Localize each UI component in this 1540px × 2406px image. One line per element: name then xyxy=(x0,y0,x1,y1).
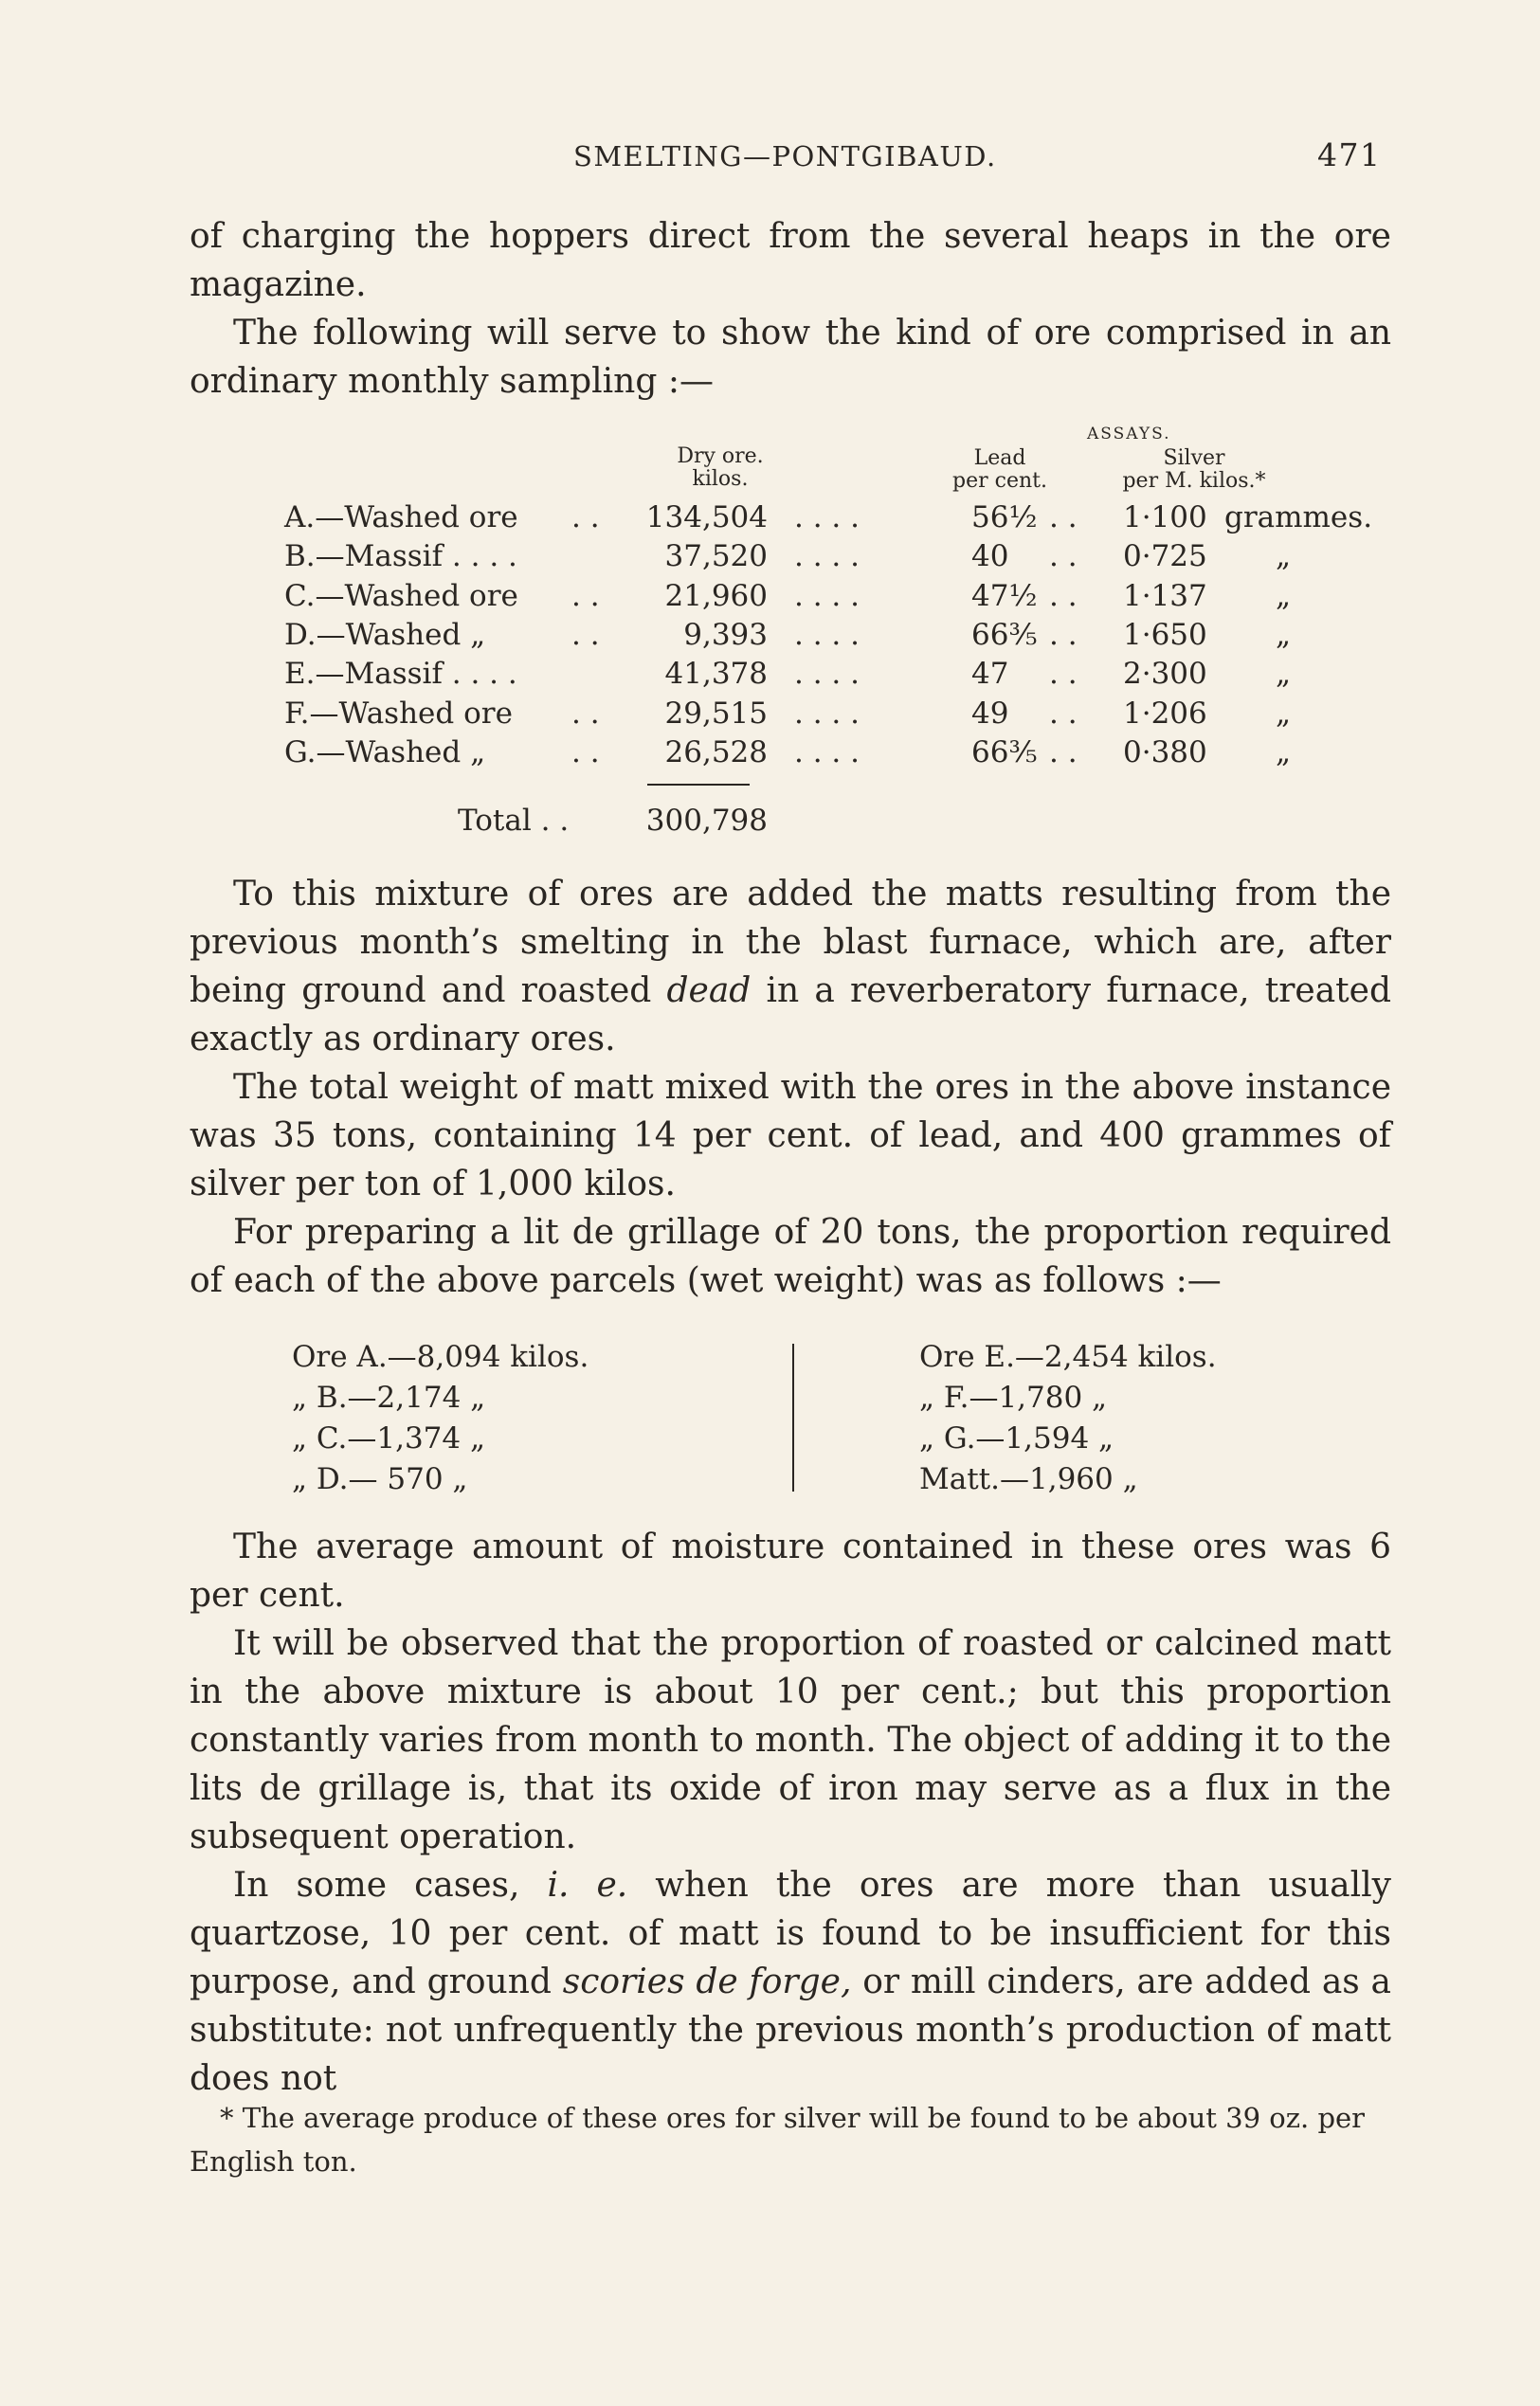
paragraph-intro-table: The following will serve to show the kind of ore comprised in an ordinary monthly sampling :— xyxy=(190,314,1391,401)
parcel-item: „ D.— 570 „ xyxy=(292,1462,468,1496)
page-number: 471 xyxy=(1317,136,1382,173)
row-leader: . . xyxy=(1049,500,1078,534)
parcel-item: „ G.—1,594 „ xyxy=(919,1421,1114,1456)
row-kilos: 26,528 xyxy=(664,735,768,769)
row-kilos: 41,378 xyxy=(664,657,768,691)
body-text-2 xyxy=(190,1523,1391,2103)
row-leader: . . xyxy=(1049,657,1078,691)
row-kilos: 9,393 xyxy=(683,618,768,652)
row-label: D.—Washed „ xyxy=(284,618,486,652)
paragraph-matts: To this mixture of ores are added the matts resulting from the previous month’s smelting in the blast furnace, which are, after being ground and roasted dead in a reverberatory furnace, treated exactly as ordinary ores. xyxy=(190,875,1391,1058)
row-silver: 1·650 xyxy=(1123,618,1207,652)
footnote: * The average produce of these ores for silver will be found to be about 39 oz. per English ton. xyxy=(190,2102,1366,2178)
row-leader: . . . . xyxy=(794,539,860,573)
parcel-divider xyxy=(792,1344,794,1492)
row-leader: . . xyxy=(1049,735,1078,769)
row-silver: 1·100 xyxy=(1123,500,1207,534)
total-rule xyxy=(647,784,750,786)
row-lead: 40 xyxy=(971,539,1009,573)
row-silver: 1·206 xyxy=(1123,696,1207,731)
paragraph-continued: of charging the hoppers direct from the several heaps in the ore magazine. xyxy=(190,217,1391,304)
col-header-silver: Silver per M. kilos.* xyxy=(1122,446,1266,493)
paragraph-calcined-matt: It will be observed that the proportion of roasted or calcined matt in the above mixture is about 10 per cent.; but this proportion constantly varies from month to month. The object of adding it to the lits de grillage is, that its oxide of iron may serve as a flux in the subsequent operation. xyxy=(190,1624,1391,1856)
row-unit: „ xyxy=(1276,618,1292,652)
row-unit: „ xyxy=(1276,579,1292,613)
row-unit: „ xyxy=(1276,735,1292,769)
row-lead: 47 xyxy=(971,657,1009,691)
row-leader: . . . . xyxy=(794,500,860,534)
row-lead: 66⅗ xyxy=(971,735,1038,769)
row-leader: . . . . xyxy=(794,618,860,652)
row-unit: „ xyxy=(1276,657,1292,691)
running-header: SMELTING—PONTGIBAUD. xyxy=(573,140,997,172)
row-label: C.—Washed ore xyxy=(284,579,518,613)
row-label: A.—Washed ore xyxy=(284,500,518,534)
row-lead: 47½ xyxy=(971,579,1038,613)
row-kilos: 29,515 xyxy=(664,696,768,731)
row-unit: „ xyxy=(1276,696,1292,731)
parcel-item: „ C.—1,374 „ xyxy=(292,1421,486,1456)
row-leader: . . xyxy=(1049,618,1078,652)
total-label: Total . . xyxy=(458,804,570,838)
row-label: F.—Washed ore xyxy=(284,696,513,731)
row-leader: . . . . xyxy=(794,579,860,613)
row-lead: 66⅗ xyxy=(971,618,1038,652)
assays-heading: ASSAYS. xyxy=(1087,425,1171,443)
row-kilos: 21,960 xyxy=(664,579,768,613)
total-value: 300,798 xyxy=(645,804,768,838)
row-kilos: 37,520 xyxy=(664,539,768,573)
body-text-1 xyxy=(190,870,1391,1305)
row-silver: 1·137 xyxy=(1123,579,1207,613)
row-label: B.—Massif . . . . xyxy=(284,539,517,573)
row-leader: . . xyxy=(1049,579,1078,613)
col-header-dry-ore: Dry ore. kilos. xyxy=(677,444,764,491)
row-silver: 0·725 xyxy=(1123,539,1207,573)
paragraph-total-weight: The total weight of matt mixed with the ores in the above instance was 35 tons, containing 14 per cent. of lead, and 400 grammes of silver per ton of 1,000 kilos. xyxy=(190,1068,1391,1203)
row-kilos: 134,504 xyxy=(645,500,768,534)
row-label: G.—Washed „ xyxy=(284,735,486,769)
row-leader: . . xyxy=(571,500,600,534)
row-unit: grammes. xyxy=(1224,500,1373,534)
row-leader: . . xyxy=(1049,696,1078,731)
row-leader: . . xyxy=(571,735,600,769)
row-lead: 56½ xyxy=(971,500,1038,534)
row-leader: . . . . xyxy=(794,735,860,769)
parcel-item: Ore E.—2,454 kilos. xyxy=(919,1340,1217,1374)
row-leader: . . . . xyxy=(794,696,860,731)
parcel-item: „ B.—2,174 „ xyxy=(292,1381,486,1415)
row-label: E.—Massif . . . . xyxy=(284,657,517,691)
row-silver: 0·380 xyxy=(1123,735,1207,769)
parcel-item: Ore A.—8,094 kilos. xyxy=(292,1340,589,1374)
row-leader: . . xyxy=(571,618,600,652)
intro-text xyxy=(190,212,1391,406)
parcel-item: Matt.—1,960 „ xyxy=(919,1462,1138,1496)
row-lead: 49 xyxy=(971,696,1009,731)
row-silver: 2·300 xyxy=(1123,657,1207,691)
paragraph-moisture: The average amount of moisture contained in these ores was 6 per cent. xyxy=(190,1528,1391,1615)
paragraph-proportion: For preparing a lit de grillage of 20 tons, the proportion required of each of the above parcels (wet weight) was as follows :— xyxy=(190,1213,1391,1300)
row-leader: . . xyxy=(1049,539,1078,573)
parcel-item: „ F.—1,780 „ xyxy=(919,1381,1108,1415)
row-leader: . . . . xyxy=(794,657,860,691)
paragraph-quartzose: In some cases, i. e. when the ores are more than usually quartzose, 10 per cent. of matt is found to be insufficient for this purpose, and ground scories de forge, or mill cinders, are added as a substitute: not unfrequently the previous month’s production of matt does not xyxy=(190,1866,1391,2098)
row-leader: . . xyxy=(571,696,600,731)
col-header-lead: Lead per cent. xyxy=(952,446,1047,493)
row-leader: . . xyxy=(571,579,600,613)
row-unit: „ xyxy=(1276,539,1292,573)
